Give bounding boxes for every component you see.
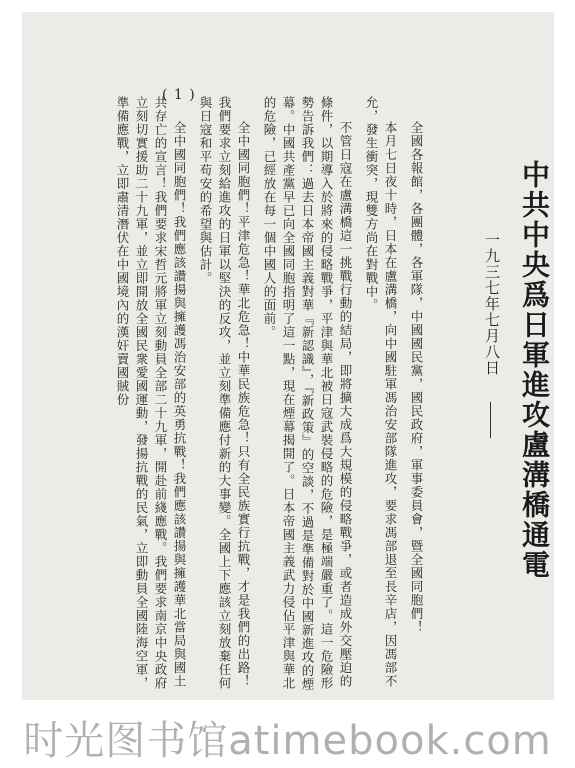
page-number: ( 1 ) <box>162 87 196 103</box>
paragraph-appeal: 全中國同胞們！平津危急！華北危急！中華民族危急！只有全民族實行抗戰，才是我們的出路！我們要求立刻給進攻的日軍以堅決的反攻，並立刻準備應付新的大事變。全國上下應該立刻放棄任何與日寇和平苟安的希望與估計。 <box>198 96 251 690</box>
document-date: 一九三七年七月八日 <box>483 232 501 376</box>
paragraph-demands: 全中國同胞們！我們應該讚揚與擁護馮治安部的英勇抗戰！我們應該讚揚與擁護華北當局與國土共存亡的宣言！我們要求宋哲元將軍立刻動員全部二十九軍，開赴前綫應戰。我們要求南京中央政府立刻切實援助二十九軍，並立即開放全國民衆愛國運動，發揚抗戰的民氣，立即動員全國陸海空軍，準備應戰，立即肅清潛伏在中國境內的漢奸賣國賊份 <box>115 96 187 690</box>
date-dash-line <box>490 402 491 438</box>
body-text <box>96 96 426 694</box>
watermark-text: 时光图书馆atimebook.com <box>23 717 552 764</box>
watermark-footer <box>0 706 575 768</box>
paragraph-salutation: 全國各報館，各團體，各軍隊，中國國民黨，國民政府，軍事委員會，暨全國同胞們！ <box>409 121 424 634</box>
paragraph-incident: 本月七日夜十時，日本在盧溝橋，向中國駐軍馮治安部隊進攻，要求馮部退至長辛店，因馮部不允，發生衝突，現雙方尚在對戰中。 <box>364 96 398 688</box>
paragraph-danger: 不管日寇在盧溝橋這一挑戰行動的結局，即將擴大成爲大規模的侵略戰爭，或者造成外交壓迫的條件，以期導入於將來的侵略戰爭，平津與華北被日寇武裝侵略的危險，是極端嚴重了。這一危險形勢告訴我們：過去日本帝國主義對華『新認識』，『新政策』的空談，不過是準備對於中國新進攻的煙幕。中國共產黨早已向全國同胞指明了這一點，現在煙幕揭開了。日本帝國主義武力侵佔平津與華北的危險，已經放在每一個中國人的面前。 <box>262 96 353 691</box>
document-title: 中共中央爲日軍進攻盧溝橋通電 <box>518 160 551 580</box>
